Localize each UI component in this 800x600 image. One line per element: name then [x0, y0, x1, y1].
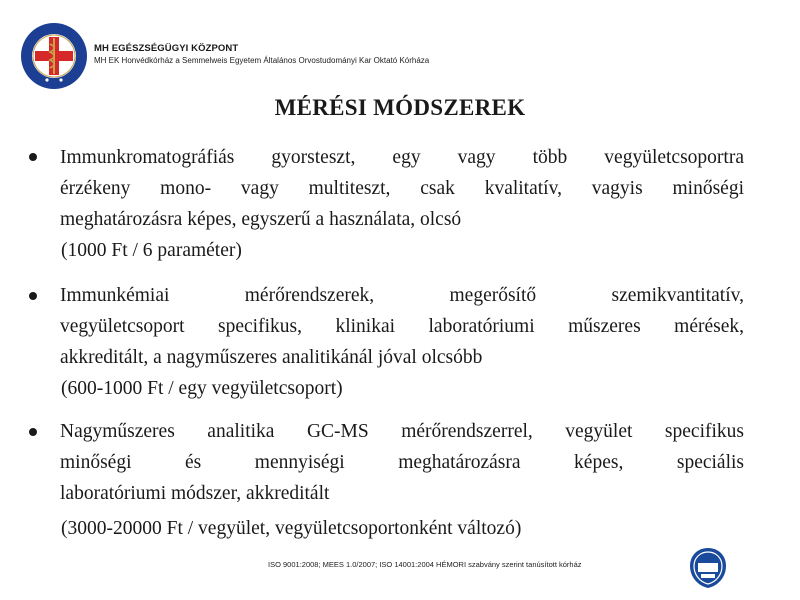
- organization-subtitle: MH EK Honvédkórház a Semmelweis Egyetem Általános Orvostudományi Kar Oktató Kórháza: [94, 56, 430, 65]
- paragraph-line: Nagyműszeres analitika GC-MS mérőrendszerrel, vegyület specifikus: [60, 421, 744, 442]
- list-item: [60, 280, 744, 373]
- bullet-point-icon: [29, 292, 39, 302]
- paragraph-line: Immunkémiai mérőrendszerek, megerősítő szemikvantitatív,: [60, 285, 744, 306]
- paragraph-line: laboratóriumi módszer, akkreditált: [60, 483, 330, 504]
- paragraph-line: érzékeny mono- vagy multiteszt, csak kvalitatív, vagyis minőségi: [60, 178, 744, 199]
- paragraph-line: akkreditált, a nagyműszeres analitikánál jóval olcsóbb: [60, 347, 483, 368]
- price-note: (600-1000 Ft / egy vegyületcsoport): [61, 378, 343, 399]
- organization-name: MH EGÉSZSÉGÜGYI KÖZPONT: [94, 43, 239, 54]
- paragraph-line: vegyületcsoport specifikus, klinikai laboratóriumi műszeres mérések,: [60, 316, 744, 337]
- paragraph-line: Immunkromatográfiás gyorsteszt, egy vagy több vegyületcsoportra: [60, 147, 744, 168]
- price-note: (3000-20000 Ft / vegyület, vegyületcsoportonként változó): [61, 518, 522, 539]
- price-note: (1000 Ft / 6 paraméter): [61, 240, 242, 261]
- tuv-certification-logo-icon: [684, 546, 732, 590]
- paragraph-line: meghatározásra képes, egyszerű a használata, olcsó: [60, 209, 462, 230]
- list-item: [60, 416, 744, 509]
- certification-footer: ISO 9001:2008; MEES 1.0/2007; ISO 14001:2004 HÉMORI szabvány szerint tanúsított kórház: [268, 560, 582, 569]
- slide-title: MÉRÉSI MÓDSZEREK: [274, 95, 526, 120]
- list-item: [60, 142, 744, 235]
- hospital-logo-icon: [20, 22, 88, 90]
- bullet-point-icon: [29, 153, 39, 163]
- paragraph-line: minőségi és mennyiségi meghatározásra képes, speciális: [60, 452, 744, 473]
- bullet-point-icon: [29, 428, 39, 438]
